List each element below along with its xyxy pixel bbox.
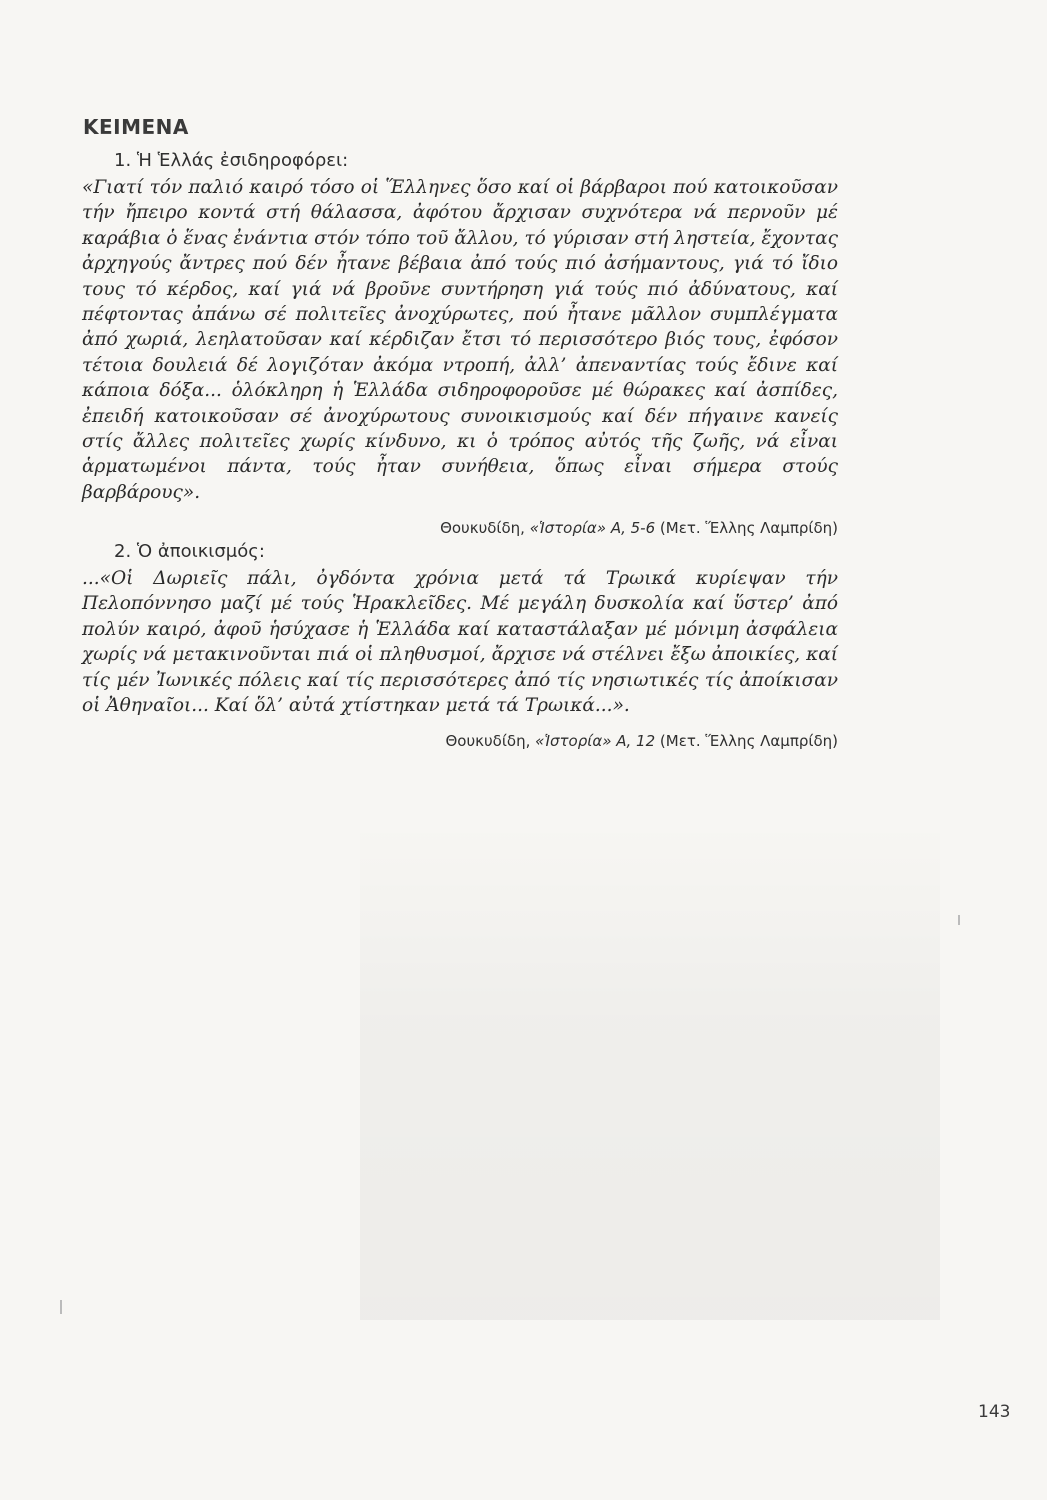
source-work: «Ἱστορία»	[529, 519, 607, 538]
text-heading-2: 2. Ὁ ἀποικισμός:	[114, 541, 265, 562]
quote-1: «Γιατί τόν παλιό καιρό τόσο οἱ Ἕλληνες ὅσο καί οἱ βάρβαροι πού κατοικοῦσαν τήν ἤπειρο κοντά στή θάλασσα, ἀφότου ἄρχισαν συχνότερα νά περνοῦν μέ καράβια ὁ ἕνας ἐνάντια στόν τόπο τοῦ ἄλλου, τό γύρισαν στή ληστεία, ἔχοντας ἀρχηγούς ἄντρες πού δέν ἦτανε βέβαια ἀπό τούς πιό ἀσήμαντους, γιά τό ἴδιο τους τό κέρδος, καί γιά νά βροῦνε συντήρηση γιά τούς πιό ἀδύνατους, καί πέφτοντας ἀπάνω σέ πολιτεῖες ἀνοχύρωτες, πού ἦτανε μᾶλλον συμπλέγματα ἀπό χωριά, λεηλατοῦσαν καί κέρδιζαν ἔτσι τό περισσότερο βιός τους, ἐφόσον τέτοια δουλειά δέ λογιζόταν ἀκόμα ντροπή, ἀλλ’ ἀπεναντίας τούς ἔδινε καί κάποια δόξα... ὁλόκληρη ἡ Ἑλλάδα σιδηροφοροῦσε μέ θώρακες καί ἀσπίδες, ἐπειδή κατοικοῦσαν σέ ἀνοχύρωτους συνοικισμούς καί δέν πήγαινε κανείς στίς ἄλλες πολιτεῖες χωρίς κίνδυνο, κι ὁ τρόπος αὐτός τῆς ζωῆς, νά εἶναι ἁρματωμένοι πάντα, τούς ἦταν συνήθεια, ὅπως εἶναι σήμερα στούς βαρβάρους».	[82, 177, 838, 503]
section-title: ΚΕΙΜΕΝΑ	[83, 115, 189, 139]
text-block-2	[82, 541, 838, 750]
scan-speck	[60, 1300, 62, 1314]
scan-speck	[958, 915, 960, 925]
bleed-through-shadow	[360, 820, 940, 1320]
source-author: Θουκυδίδη,	[440, 519, 525, 538]
source-citation-2	[82, 732, 838, 750]
source-citation-1	[82, 519, 838, 537]
source-ref: Α, 12	[616, 732, 656, 751]
text-block-1	[82, 150, 838, 537]
source-ref: Α, 5-6	[610, 519, 656, 538]
quote-2: ...«Οἱ Δωριεῖς πάλι, ὀγδόντα χρόνια μετά τά Τρωικά κυρίεψαν τήν Πελοπόννησο μαζί μέ τούς Ἡρακλεῖδες. Μέ μεγάλη δυσκολία καί ὕστερ’ ἀπό πολύν καιρό, ἀφοῦ ἡσύχασε ἡ Ἑλλάδα καί καταστάλαξαν μέ μόνιμη ἀσφάλεια χωρίς νά μετακινοῦνται πιά οἱ πληθυσμοί, ἄρχισε νά στέλνει ἔξω ἀποικίες, καί τίς μέν Ἰωνικές πόλεις καί τίς περισσότερες ἀπό τίς νησιωτικές τίς ἀποίκισαν οἱ Ἀθηναῖοι... Καί ὅλ’ αὐτά χτίστηκαν μετά τά Τρωικά...».	[82, 568, 838, 717]
source-translator: (Μετ. Ἕλλης Λαμπρίδη)	[659, 732, 838, 751]
text-heading-1: 1. Ἡ Ἑλλάς ἐσιδηροφόρει:	[114, 150, 349, 171]
source-translator: (Μετ. Ἕλλης Λαμπρίδη)	[659, 519, 838, 538]
source-work: «Ἱστορία»	[535, 732, 612, 751]
page-number: 143	[978, 1402, 1011, 1422]
source-author: Θουκυδίδη,	[445, 732, 531, 751]
